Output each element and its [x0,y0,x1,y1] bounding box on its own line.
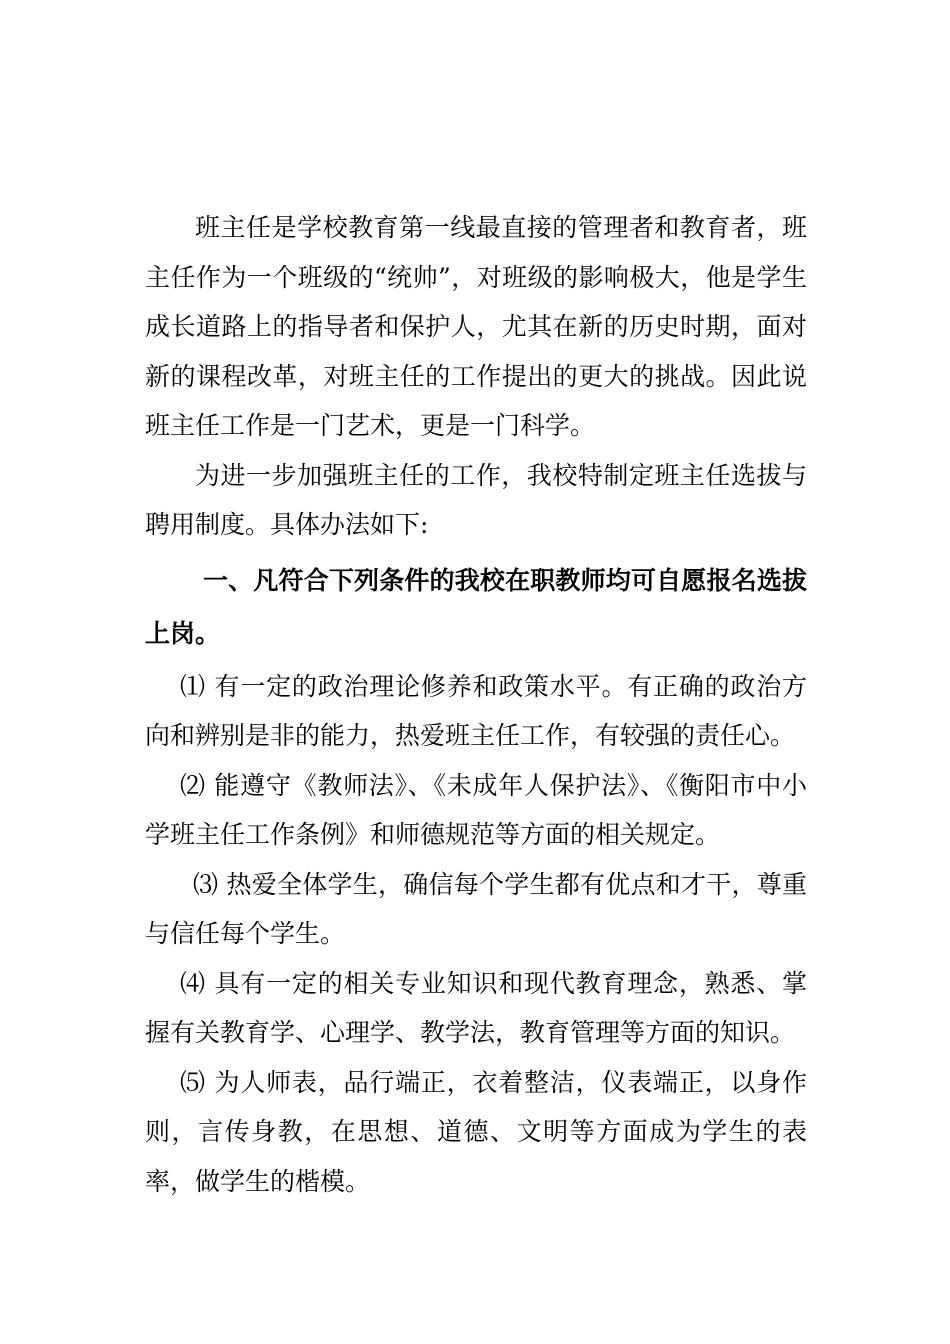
intro-paragraph: 班主任是学校教育第一线最直接的管理者和教育者，班主任作为一个班级的“统帅”，对班级的影响极大，他是学生成长道路上的指导者和保护人，尤其在新的历史时期，面对新的课程改革，对班主任的工作提出的更大的挑战。因此说班主任工作是一门艺术，更是一门科学。 [145,213,807,440]
section-heading: 一、凡符合下列条件的我校在职教师均可自愿报名选拔上岗。 [145,565,807,648]
list-item-4: ⑷ 具有一定的相关专业知识和现代教育理念，熟悉、掌握有关教育学、心理学、教学法，教育管理等方面的知识。 [145,968,807,1047]
purpose-paragraph: 为进一步加强班主任的工作，我校特制定班主任选拔与聘用制度。具体办法如下: [145,460,807,539]
list-item-2: ⑵ 能遵守《教师法》、《未成年人保护法》、《衡阳市中小学班主任工作条例》和师德规范等方面的相关规定。 [145,770,807,849]
document-body [145,203,807,1206]
list-item-5: ⑸ 为人师表，品行端正，衣着整洁，仪表端正，以身作则，言传身教，在思想、道德、文明等方面成为学生的表率，做学生的楷模。 [145,1067,807,1196]
list-item-3: ⑶ 热爱全体学生，确信每个学生都有优点和才干，尊重与信任每个学生。 [145,869,807,948]
list-item-1: ⑴ 有一定的政治理论修养和政策水平。有正确的政治方向和辨别是非的能力，热爱班主任工作，有较强的责任心。 [145,671,807,750]
